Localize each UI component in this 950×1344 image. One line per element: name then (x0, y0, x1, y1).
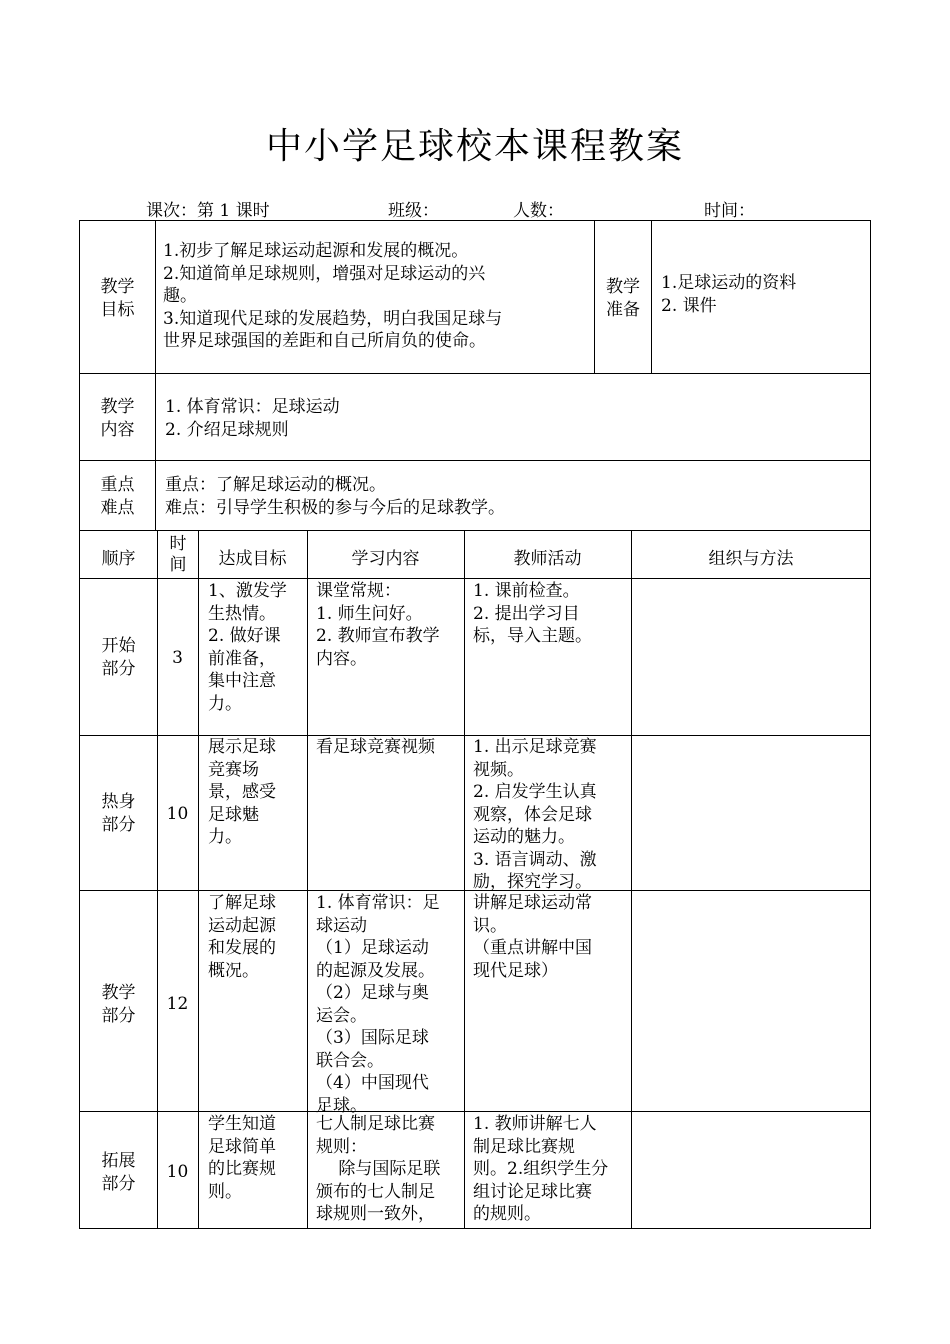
row-section: 拓展 部分 (101, 1151, 136, 1194)
row-goal: 学生知道 足球简单 的比赛规 则。 (208, 1114, 276, 1202)
header-order: 顺序 (101, 549, 136, 569)
divider (198, 530, 199, 1229)
page-title: 中小学足球校本课程教案 (265, 126, 684, 167)
row-content: 课堂常规： 1. 师生问好。 2. 教师宣布教学 内容。 (316, 581, 440, 669)
divider (631, 530, 632, 1229)
header-method: 组织与方法 (708, 549, 794, 569)
divider (464, 530, 465, 1229)
row-goal: 1、激发学 生热情。 2. 做好课 前准备， 集中注意 力。 (208, 581, 287, 714)
goals-text: 1.初步了解足球运动起源和发展的概况。 2.知道简单足球规则，增强对足球运动的兴 趣。 3.知道现代足球的发展趋势，明白我国足球与 世界足球强国的差距和自己所肩负的使命。 (163, 241, 503, 351)
row-content: 七人制足球比赛 规则： 除与国际足联 颁布的七人制足 球规则一致外， (316, 1114, 441, 1224)
divider (307, 530, 308, 1229)
divider (155, 220, 156, 530)
row-section: 开始 部分 (101, 636, 136, 679)
row-teacher: 讲解足球运动常 识。 （重点讲解中国 现代足球） (473, 893, 592, 981)
header-teacher: 教师活动 (513, 549, 582, 569)
row-minutes: 10 (166, 1162, 189, 1182)
keypoints-label: 重点 难点 (100, 475, 135, 518)
row-teacher: 1. 教师讲解七人 制足球比赛规 则。2.组织学生分 组讨论足球比赛 的规则。 (473, 1114, 609, 1224)
header-content: 学习内容 (351, 549, 420, 569)
keypoints-text: 重点：了解足球运动的概况。 难点：引导学生积极的参与今后的足球教学。 (165, 475, 505, 518)
row-goal: 了解足球 运动起源 和发展的 概况。 (208, 893, 276, 981)
divider (157, 530, 158, 1229)
prep-label: 教学 准备 (606, 277, 640, 320)
header-time: 时间 (169, 534, 187, 575)
class-field: 班级： (388, 201, 439, 221)
divider (79, 460, 871, 461)
divider (79, 373, 871, 374)
content-text: 1. 体育常识：足球运动 2. 介绍足球规则 (165, 397, 340, 440)
row-teacher: 1. 出示足球竞赛 视频。 2. 启发学生认真 观察，体会足球 运动的魅力。 3. 语言调动、激 励，探究学习。 (473, 737, 597, 892)
row-minutes: 12 (166, 994, 189, 1014)
row-teacher: 1. 课前检查。 2. 提出学习目 标，导入主题。 (473, 581, 592, 646)
row-section: 热身 部分 (101, 792, 136, 835)
goals-label: 教学 目标 (100, 277, 135, 320)
row-minutes: 3 (172, 648, 183, 668)
row-goal: 展示足球 竞赛场 景，感受 足球魅 力。 (208, 737, 276, 847)
row-content: 看足球竞赛视频 (316, 737, 435, 757)
prep-text: 1.足球运动的资料 2. 课件 (661, 273, 797, 316)
divider (651, 220, 652, 373)
lesson-number: 课次：第 1 课时 (146, 201, 270, 221)
content-label: 教学 内容 (100, 397, 135, 440)
count-field: 人数： (513, 201, 564, 221)
row-minutes: 10 (166, 804, 189, 824)
row-section: 教学 部分 (101, 983, 136, 1026)
time-field: 时间： (704, 201, 755, 221)
header-goal: 达成目标 (218, 549, 287, 569)
row-content: 1. 体育常识：足 球运动 （1）足球运动 的起源及发展。 （2）足球与奥 运会。 （3）国际足球 联合会。 （4）中国现代 足球。 (316, 893, 440, 1116)
